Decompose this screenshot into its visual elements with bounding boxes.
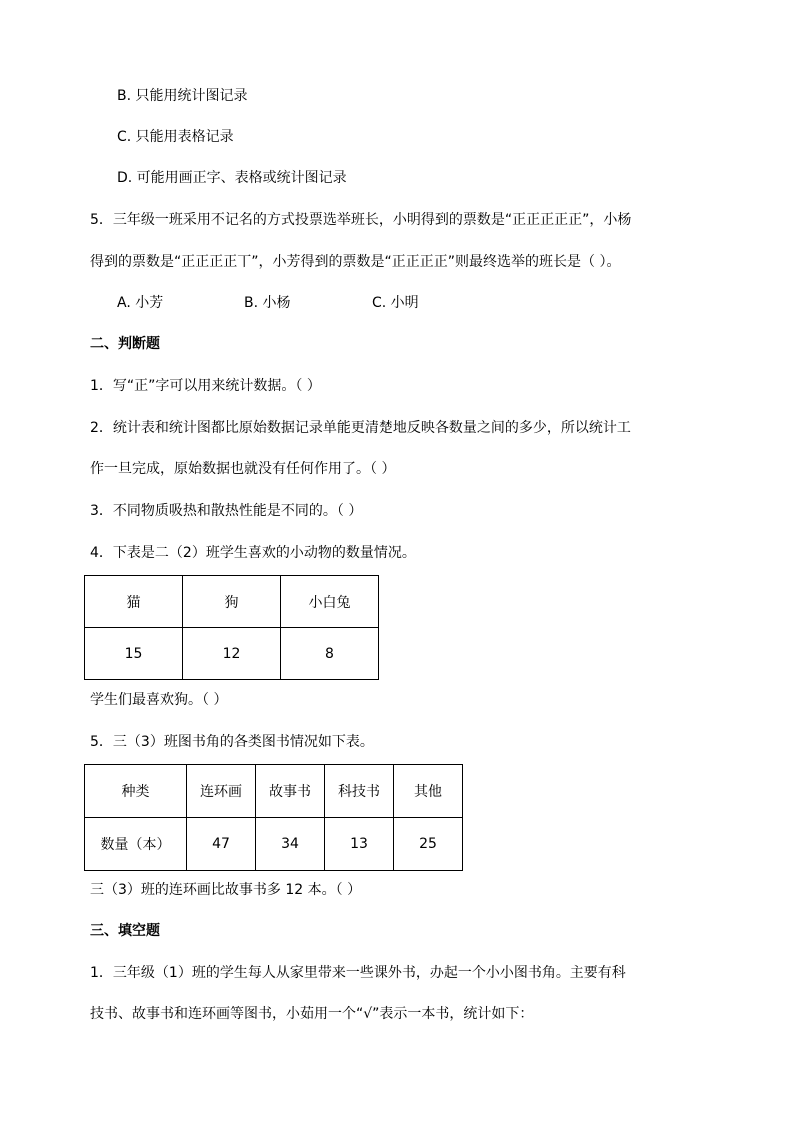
fill-1-line-2: 技书、故事书和连环画等图书，小茹用一个“√”表示一本书，统计如下： [90, 1006, 534, 1022]
judge-4-statement: 学生们最喜欢狗。（ ） [90, 692, 228, 708]
option-d: D. 可能用画正字、表格或统计图记录 [117, 170, 347, 186]
table-cell: 13 [325, 818, 394, 871]
question-5-line-2: 得到的票数是“正正正正丅”，小芳得到的票数是“正正正正”则最终选举的班长是（ ）。 [90, 254, 621, 270]
table-cell: 连环画 [187, 765, 256, 818]
section-3-title: 三、填空题 [90, 923, 160, 939]
judge-5: 5．三（3）班图书角的各类图书情况如下表。 [90, 734, 374, 750]
question-5-choices [117, 293, 517, 313]
table-cell: 猫 [85, 576, 183, 628]
choice-c: C. 小明 [372, 295, 419, 311]
table-cell: 故事书 [256, 765, 325, 818]
table-cell: 8 [281, 628, 379, 680]
table-cell: 狗 [183, 576, 281, 628]
table-cell: 数量（本） [85, 818, 187, 871]
table-cell: 科技书 [325, 765, 394, 818]
option-c: C. 只能用表格记录 [117, 129, 234, 145]
judge-2-line-1: 2．统计表和统计图都比原始数据记录单能更清楚地反映各数量之间的多少，所以统计工 [90, 420, 631, 436]
judge-5-statement: 三（3）班的连环画比故事书多 12 本。（ ） [90, 882, 362, 898]
table-row [85, 765, 463, 818]
question-5-line-1: 5．三年级一班采用不记名的方式投票选举班长，小明得到的票数是“正正正正正”，小杨 [90, 212, 632, 228]
judge-2-line-2: 作一旦完成，原始数据也就没有任何作用了。（ ） [90, 461, 396, 477]
option-b: B. 只能用统计图记录 [117, 88, 248, 104]
judge-3: 3．不同物质吸热和散热性能是不同的。（ ） [90, 503, 363, 519]
choice-b: B. 小杨 [244, 295, 291, 311]
table-cell: 25 [394, 818, 463, 871]
table-row [85, 628, 379, 680]
section-2-title: 二、判断题 [90, 336, 160, 352]
judge-1: 1．写“正”字可以用来统计数据。（ ） [90, 378, 321, 394]
fill-1-line-1: 1．三年级（1）班的学生每人从家里带来一些课外书，办起一个小小图书角。主要有科 [90, 965, 626, 981]
choice-a: A. 小芳 [117, 295, 164, 311]
table-cell: 种类 [85, 765, 187, 818]
table-cell: 12 [183, 628, 281, 680]
table-cell: 47 [187, 818, 256, 871]
table-cell: 34 [256, 818, 325, 871]
animal-table [84, 575, 379, 680]
table-row [85, 576, 379, 628]
judge-4: 4．下表是二（2）班学生喜欢的小动物的数量情况。 [90, 545, 416, 561]
table-cell: 小白兔 [281, 576, 379, 628]
table-cell: 其他 [394, 765, 463, 818]
book-table [84, 764, 463, 871]
table-cell: 15 [85, 628, 183, 680]
table-row [85, 818, 463, 871]
